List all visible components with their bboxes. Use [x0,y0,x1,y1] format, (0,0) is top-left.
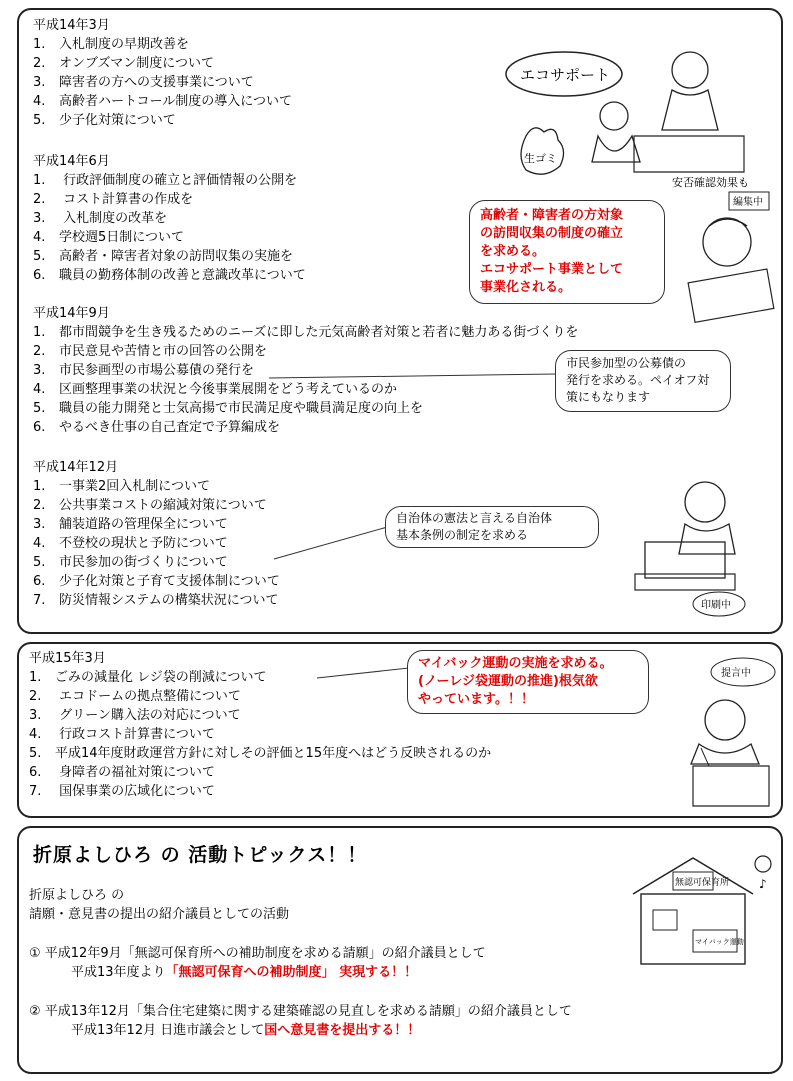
list-item: 6. 職員の勤務体制の改善と意識改革について [33,268,306,283]
list-item: 3. グリーン購入法の対応について [29,708,241,723]
list-item: 3. 舗装道路の管理保全について [33,517,228,532]
svg-text:編集中: 編集中 [733,197,763,208]
list-item: 3. 市民参画型の市場公募債の発行を [33,363,255,378]
callout-public-bond: 市民参加型の公募債の 発行を求める。ペイオフ対 策にもなります [555,350,731,412]
activity-topics-panel [17,826,783,1074]
svg-text:印刷中: 印刷中 [701,600,731,611]
callout-line-bond [269,374,557,378]
svg-text:無認可保育所: 無認可保育所 [675,878,730,888]
list-item: 5. 職員の能力開発と士気高揚で市民満足度や職員満足度の向上を [33,401,424,416]
list-item: 5. 少子化対策について [33,113,176,128]
callout-line-ordinance [274,526,391,559]
eco-support-illustration [494,16,774,196]
topic-item-1-result: 平成13年度より「無認可保育への補助制度」 実現する！！ [71,965,418,980]
list-item: 2. コスト計算書の作成を [33,192,194,207]
list-item: 1. 都市間競争を生き残るためのニーズに即した元気高齢者対策と若者に魅力ある街づくりを [33,325,579,340]
list-item: 5. 高齢者・障害者対象の訪問収集の実施を [33,249,294,264]
printing-illustration [615,470,775,620]
list-item: 1. 一事業2回入札制について [33,479,211,494]
list-item: 4. 学校週5日制について [33,230,185,245]
list-item: 7. 防災情報システムの構築状況について [33,593,279,608]
question-topics-panel-2003 [17,642,783,818]
list-item: 2. 公共事業コストの縮減対策について [33,498,267,513]
topics-intro-2: 請願・意見書の提出の紹介議員としての活動 [29,907,290,922]
list-item: 2. 市民意見や苦情と市の回答の公開を [33,344,268,359]
question-topics-panel-2002 [17,8,783,634]
section-title: 平成14年9月 [33,306,110,321]
callout-line-mybag [317,668,409,678]
svg-text:生ゴミ: 生ゴミ [524,152,557,165]
topics-intro-1: 折原よしひろ の [29,888,125,903]
svg-text:安否確認効果も: 安否確認効果も [672,176,749,189]
list-item: 4. 区画整理事業の状況と今後事業展開をどう考えているのか [33,382,398,397]
list-item: 4. 不登校の現状と予防について [33,536,228,551]
list-item: 2. オンブズマン制度について [33,56,214,71]
list-item: 6. 少子化対策と子育て支援体制について [33,574,280,589]
section-title: 平成14年12月 [33,460,119,475]
svg-text:マイバック運動: マイバック運動 [695,938,744,946]
svg-text:エコサポート: エコサポート [520,66,611,84]
list-item: 2. エコドームの拠点整備について [29,689,241,704]
section-title: 平成14年3月 [33,18,110,33]
list-item: 3. 障害者の方への支援事業について [33,75,254,90]
speech-illustration [669,648,779,812]
list-item: 4. 高齢者ハートコール制度の導入について [33,94,292,109]
callout-lines [19,644,781,816]
callout-basic-ordinance: 自治体の憲法と言える自治体 基本条例の制定を求める [385,506,599,548]
list-item: 5. 平成14年度財政運営方針に対しその評価と15年度へはどう反映されるのか [29,746,492,761]
list-item: 7. 国保事業の広域化について [29,784,215,799]
list-item: 6. 身障者の福祉対策について [29,765,215,780]
list-item: 1. 行政評価制度の確立と評価情報の公開を [33,173,298,188]
svg-text:♪: ♪ [759,877,767,891]
svg-text:提言中: 提言中 [721,668,751,679]
list-item: 4. 行政コスト計算書について [29,727,215,742]
section-title: 平成14年6月 [33,154,110,169]
list-item: 3. 入札制度の改革を [33,211,168,226]
list-item: 1. 入札制度の早期改善を [33,37,190,52]
topic-item-1: ① 平成12年9月「無認可保育所への補助制度を求める請願」の紹介議員として [29,946,486,961]
list-item: 1. ごみの減量化 レジ袋の削減について [29,670,267,685]
callout-mybag: マイバック運動の実施を求める。 (ノーレジ袋運動の推進)根気欲 やっています。！！ [407,650,649,714]
topic-item-2: ② 平成13年12月「集合住宅建築に関する建築確認の見直しを求める請願」の紹介議員として [29,1004,572,1019]
callout-eco-support: 高齢者・障害者の方対象 の訪問収集の制度の確立 を求める。 エコサポート事業として 事業化される。 [469,200,665,304]
list-item: 5. 市民参加の街づくりについて [33,555,228,570]
list-item: 6. やるべき仕事の自己査定で予算編成を [33,420,281,435]
editor-illustration [669,186,779,326]
nursery-house-illustration [613,844,777,974]
topics-title: 折原よしひろ の 活動トピックス！！ [33,844,368,866]
section-title: 平成15年3月 [29,651,106,666]
topic-item-2-result: 平成13年12月 日進市議会として国へ意見書を提出する！！ [71,1023,421,1038]
